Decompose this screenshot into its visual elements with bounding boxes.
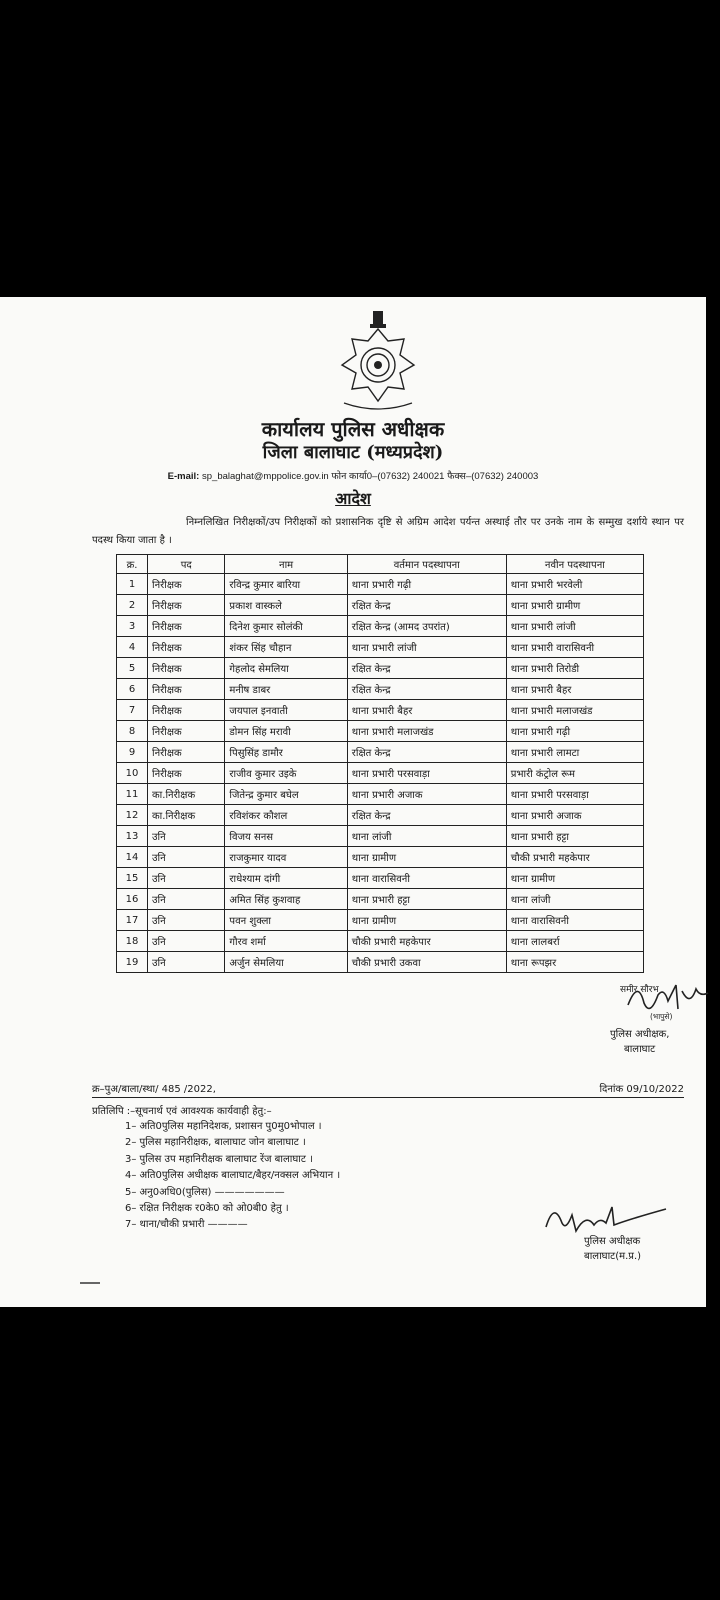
cell-new-posting: थाना प्रभारी परसवाड़ा — [506, 784, 643, 805]
cell-name: जितेन्द्र कुमार बघेल — [225, 784, 347, 805]
table-row — [117, 595, 644, 616]
cell-serial: 4 — [117, 637, 148, 658]
table-row — [117, 952, 644, 973]
header-serial: क्र. — [117, 555, 148, 574]
mp-police-emblem-icon — [330, 307, 426, 415]
transfer-table — [116, 554, 644, 973]
signatory-name: समीर सौरभ — [620, 985, 659, 995]
cell-new-posting: थाना ग्रामीण — [506, 868, 643, 889]
cell-rank: उनि — [148, 889, 225, 910]
table-row — [117, 889, 644, 910]
cell-current-posting: रक्षित केन्द्र — [347, 595, 506, 616]
cell-serial: 19 — [117, 952, 148, 973]
signatory-designation-line1: पुलिस अधीक्षक, — [610, 1029, 670, 1040]
cell-name: अमित सिंह कुशवाह — [225, 889, 347, 910]
table-row — [117, 700, 644, 721]
copy-to-item: 1– अति0पुलिस महानिदेशक, प्रशासन पु0मु0भोपाल । — [125, 1121, 322, 1132]
cell-new-posting: थाना प्रभारी हट्टा — [506, 826, 643, 847]
table-row — [117, 574, 644, 595]
cell-rank: निरीक्षक — [148, 679, 225, 700]
table-row — [117, 658, 644, 679]
cell-name: विजय सनस — [225, 826, 347, 847]
signatory-service: (भापुसे) — [650, 1012, 673, 1021]
cell-current-posting: थाना वारासिवनी — [347, 868, 506, 889]
cell-serial: 6 — [117, 679, 148, 700]
cell-current-posting: थाना प्रभारी अजाक — [347, 784, 506, 805]
cell-serial: 9 — [117, 742, 148, 763]
header-name: नाम — [225, 555, 347, 574]
cell-rank: उनि — [148, 952, 225, 973]
cell-serial: 14 — [117, 847, 148, 868]
contact-line — [0, 469, 706, 482]
cell-name: मनीष डाबर — [225, 679, 347, 700]
phone-number: फोन कार्या0–(07632) 240021 — [331, 471, 445, 482]
office-title: कार्यालय पुलिस अधीक्षक — [261, 417, 445, 441]
order-intro-text: निम्नलिखित निरीक्षकों/उप निरीक्षकों को प्रशासनिक दृष्टि से अग्रिम आदेश पर्यन्त अस्थाई तौर पर उनके नाम के सम्मुख दर्शाये स्थान पर पदस्थ किया जाता है । — [92, 517, 684, 546]
cell-rank: निरीक्षक — [148, 742, 225, 763]
table-row — [117, 868, 644, 889]
cell-new-posting: थाना प्रभारी गढ़ी — [506, 721, 643, 742]
cell-rank: का.निरीक्षक — [148, 805, 225, 826]
header-current-posting: वर्तमान पदस्थापना — [347, 555, 506, 574]
copy-to-item: 3– पुलिस उप महानिरीक्षक बालाघाट रेंज बालाघाट । — [125, 1153, 313, 1165]
copy-to-item: 4– अति0पुलिस अधीक्षक बालाघाट/बैहर/नक्सल अभियान । — [125, 1170, 341, 1182]
cell-new-posting: थाना लालबर्रा — [506, 931, 643, 952]
cell-serial: 15 — [117, 868, 148, 889]
order-heading: आदेश — [335, 489, 371, 508]
cell-new-posting: थाना प्रभारी मलाजखंड — [506, 700, 643, 721]
signatory-designation — [610, 1027, 706, 1057]
header-new-posting: नवीन पदस्थापना — [506, 555, 643, 574]
copy-to-heading: प्रतिलिपि :–सूचनार्थ एवं आवश्यक कार्यवाही हेतु:– — [92, 1106, 272, 1117]
cell-current-posting: रक्षित केन्द्र — [347, 805, 506, 826]
signatory-designation-line2: बालाघाट — [624, 1044, 656, 1055]
reference-date: दिनांक 09/10/2022 — [599, 1084, 684, 1095]
header-rank: पद — [148, 555, 225, 574]
cell-serial: 18 — [117, 931, 148, 952]
cell-rank: उनि — [148, 910, 225, 931]
table-row — [117, 931, 644, 952]
cell-current-posting: थाना लांजी — [347, 826, 506, 847]
cell-serial: 2 — [117, 595, 148, 616]
cell-serial: 1 — [117, 574, 148, 595]
table-row — [117, 616, 644, 637]
table-row — [117, 742, 644, 763]
cell-rank: निरीक्षक — [148, 616, 225, 637]
cell-serial: 13 — [117, 826, 148, 847]
footer-designation-line1: पुलिस अधीक्षक — [584, 1236, 641, 1247]
cell-new-posting: थाना प्रभारी वारासिवनी — [506, 637, 643, 658]
cell-name: राजकुमार यादव — [225, 847, 347, 868]
cell-name: अर्जुन सेमलिया — [225, 952, 347, 973]
email-label: E-mail: — [167, 471, 200, 482]
cell-current-posting: थाना प्रभारी मलाजखंड — [347, 721, 506, 742]
copy-to-item: 6– रक्षित निरीक्षक र0के0 को ओ0बी0 हेतु । — [125, 1203, 289, 1215]
table-row — [117, 805, 644, 826]
cell-serial: 10 — [117, 763, 148, 784]
table-row — [117, 679, 644, 700]
table-row — [117, 910, 644, 931]
reference-number: क्र–पुअ/बाला/स्था/ 485 /2022, — [92, 1084, 216, 1095]
cell-rank: निरीक्षक — [148, 595, 225, 616]
cell-name: गेहलोद सेमलिया — [225, 658, 347, 679]
table-row — [117, 721, 644, 742]
table-row — [117, 784, 644, 805]
cell-new-posting: थाना रूपझर — [506, 952, 643, 973]
cell-new-posting: थाना प्रभारी बैहर — [506, 679, 643, 700]
cell-serial: 16 — [117, 889, 148, 910]
cell-name: शंकर सिंह चौहान — [225, 637, 347, 658]
cell-new-posting: थाना प्रभारी लांजी — [506, 616, 643, 637]
cell-current-posting: रक्षित केन्द्र — [347, 742, 506, 763]
cell-new-posting: थाना प्रभारी अजाक — [506, 805, 643, 826]
cell-rank: उनि — [148, 868, 225, 889]
cell-rank: निरीक्षक — [148, 721, 225, 742]
cell-name: डोमन सिंह मरावी — [225, 721, 347, 742]
cell-rank: उनि — [148, 931, 225, 952]
cell-serial: 8 — [117, 721, 148, 742]
cell-rank: निरीक्षक — [148, 763, 225, 784]
cell-name: राजीव कुमार उइके — [225, 763, 347, 784]
cell-current-posting: थाना प्रभारी बैहर — [347, 700, 506, 721]
cell-serial: 17 — [117, 910, 148, 931]
email-address: sp_balaghat@mppolice.gov.in — [202, 471, 329, 482]
table-row — [117, 826, 644, 847]
cell-current-posting: रक्षित केन्द्र (आमद उपरांत) — [347, 616, 506, 637]
fax-number: फैक्स–(07632) 240003 — [447, 471, 539, 482]
cell-current-posting: रक्षित केन्द्र — [347, 679, 506, 700]
cell-new-posting: प्रभारी कंट्रोल रूम — [506, 763, 643, 784]
footer-designation — [584, 1234, 684, 1264]
cell-serial: 3 — [117, 616, 148, 637]
cell-rank: का.निरीक्षक — [148, 784, 225, 805]
cell-new-posting: थाना प्रभारी भरवेली — [506, 574, 643, 595]
cell-rank: निरीक्षक — [148, 637, 225, 658]
cell-current-posting: थाना प्रभारी हट्टा — [347, 889, 506, 910]
cell-name: गौरव शर्मा — [225, 931, 347, 952]
cell-name: प्रकाश वास्कले — [225, 595, 347, 616]
cell-new-posting: थाना प्रभारी लामटा — [506, 742, 643, 763]
cell-new-posting: थाना वारासिवनी — [506, 910, 643, 931]
reference-line — [92, 1081, 684, 1098]
order-document — [0, 297, 706, 1307]
cell-name: दिनेश कुमार सोलंकी — [225, 616, 347, 637]
cell-serial: 12 — [117, 805, 148, 826]
table-body — [117, 574, 644, 973]
cell-current-posting: थाना ग्रामीण — [347, 847, 506, 868]
footer-designation-line2: बालाघाट(म.प्र.) — [584, 1251, 642, 1262]
cell-current-posting: थाना ग्रामीण — [347, 910, 506, 931]
cell-current-posting: चौकी प्रभारी उकवा — [347, 952, 506, 973]
cell-serial: 5 — [117, 658, 148, 679]
cell-current-posting: थाना प्रभारी लांजी — [347, 637, 506, 658]
cell-name: रविशंकर कौशल — [225, 805, 347, 826]
cell-name: राधेश्याम दांगी — [225, 868, 347, 889]
cell-rank: उनि — [148, 826, 225, 847]
copy-to-item: 2– पुलिस महानिरीक्षक, बालाघाट जोन बालाघाट । — [125, 1137, 306, 1149]
copy-to-item: 5– अनु0अधि0(पुलिस) ——————— — [125, 1186, 285, 1198]
cell-current-posting: थाना प्रभारी गढ़ी — [347, 574, 506, 595]
cell-new-posting: चौकी प्रभारी महकेपार — [506, 847, 643, 868]
cell-serial: 11 — [117, 784, 148, 805]
cell-name: पिसुसिंह डामौर — [225, 742, 347, 763]
cell-rank: निरीक्षक — [148, 574, 225, 595]
page-mark — [80, 1282, 100, 1284]
table-row — [117, 847, 644, 868]
cell-name: रविन्द्र कुमार बारिया — [225, 574, 347, 595]
copy-to-list — [125, 1119, 340, 1234]
table-header-row — [117, 555, 644, 574]
district-title: जिला बालाघाट (मध्यप्रदेश) — [262, 442, 444, 463]
cell-serial: 7 — [117, 700, 148, 721]
cell-new-posting: थाना लांजी — [506, 889, 643, 910]
cell-name: पवन शुक्ला — [225, 910, 347, 931]
cell-rank: उनि — [148, 847, 225, 868]
table-row — [117, 637, 644, 658]
cell-new-posting: थाना प्रभारी तिरोडी — [506, 658, 643, 679]
cell-name: जयपाल इनवाती — [225, 700, 347, 721]
cell-rank: निरीक्षक — [148, 700, 225, 721]
cell-current-posting: रक्षित केन्द्र — [347, 658, 506, 679]
copy-to-item: 7– थाना/चौकी प्रभारी ———— — [125, 1219, 248, 1231]
cell-current-posting: थाना प्रभारी परसवाड़ा — [347, 763, 506, 784]
cell-rank: निरीक्षक — [148, 658, 225, 679]
table-row — [117, 763, 644, 784]
cell-new-posting: थाना प्रभारी ग्रामीण — [506, 595, 643, 616]
cell-current-posting: चौकी प्रभारी महकेपार — [347, 931, 506, 952]
